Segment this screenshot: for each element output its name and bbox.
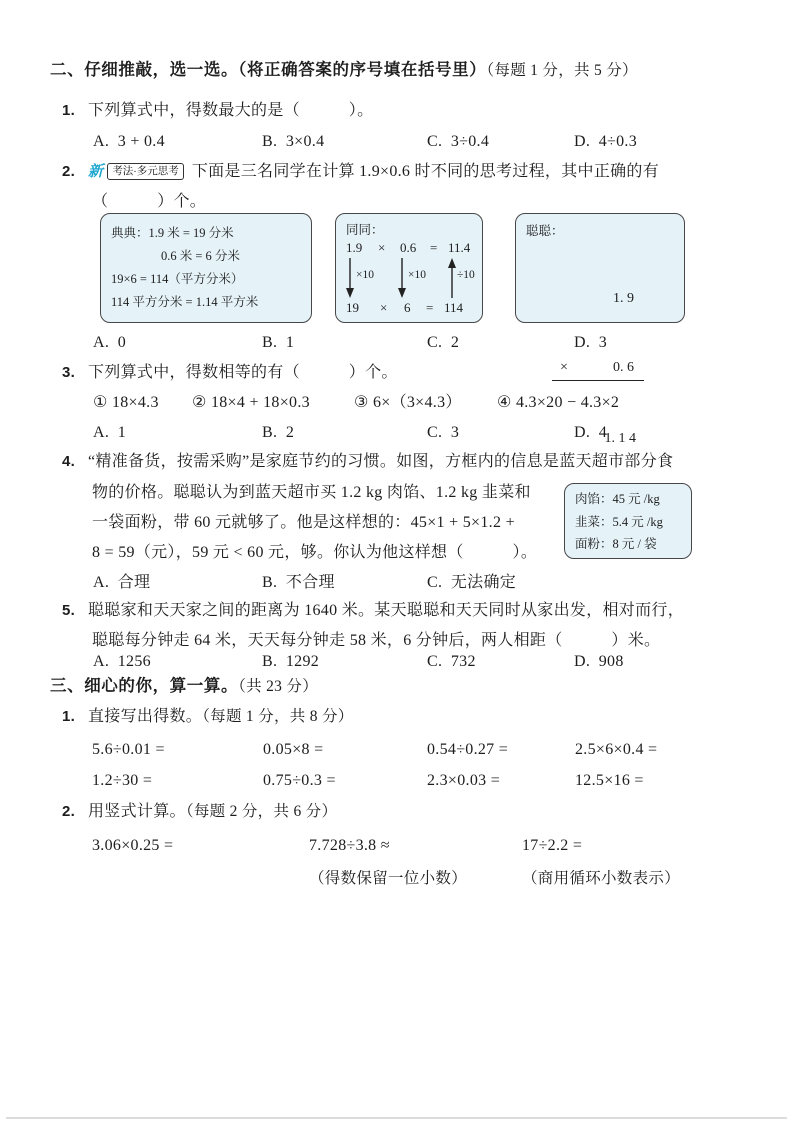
equals-sign: = xyxy=(426,300,434,315)
option-c: C. 732 xyxy=(427,653,476,670)
down-arrow-icon xyxy=(346,258,354,298)
option-d: D. 908 xyxy=(574,653,624,670)
option-a: A. 1 xyxy=(93,424,127,441)
question-5 xyxy=(62,600,684,621)
vertical-factor1: 1. 9 xyxy=(613,291,634,306)
option-d: D. 3 xyxy=(574,334,608,351)
section-heading-text: 三、细心的你，算一算。 xyxy=(50,677,239,695)
question-4-line1: “精准备货，按需采购”是家庭节约的习惯。如图，方框内的信息是蓝天超市部分食 xyxy=(88,453,674,470)
option-c: C. 3 xyxy=(427,424,460,441)
section-calc-heading xyxy=(50,676,318,697)
question-5-line1: 聪聪家和天天家之间的距离为 1640 米。某天聪聪和天天同时从家出发，相对而行， xyxy=(88,602,685,619)
calc-question-2-number: 2. xyxy=(62,803,76,820)
question-4-number: 4. xyxy=(62,453,76,470)
rounding-note: （得数保留一位小数） xyxy=(309,870,468,887)
equals-sign: = xyxy=(430,240,438,255)
question-2-text-line2: （ ）个。 xyxy=(92,193,207,210)
calc-expression: 1.2÷30 = xyxy=(92,772,153,789)
empty-cell xyxy=(92,868,309,889)
question-1-number: 1. xyxy=(62,102,76,119)
exam-method-badge: 考法·多元思考 xyxy=(107,163,184,180)
question-2-number: 2. xyxy=(62,163,76,180)
diandian-line-2: 0.6 米 = 6 分米 xyxy=(161,249,240,263)
option-b: B. 2 xyxy=(262,424,295,441)
expression-4: ④ 4.3×20 − 4.3×2 xyxy=(497,394,620,411)
question-3-number: 3. xyxy=(62,364,76,381)
calc-problem-3: 17÷2.2 = xyxy=(522,837,583,854)
calc-problem-1: 3.06×0.25 = xyxy=(92,837,174,854)
tongtong-top-factor1: 1.9 xyxy=(346,240,363,255)
section-choice-heading xyxy=(50,60,638,81)
question-2 xyxy=(62,161,659,182)
tongtong-bottom-product: 114 xyxy=(444,300,464,315)
option-a: A. 3 + 0.4 xyxy=(93,133,165,150)
calc-expression: 12.5×16 = xyxy=(575,772,644,789)
vertical-calc-notes xyxy=(92,868,680,889)
option-c: C. 无法确定 xyxy=(427,574,517,591)
price-line-chive: 韭菜：5.4 元 /kg xyxy=(575,514,663,529)
option-c: C. 2 xyxy=(427,334,460,351)
calc-problem-2: 7.728÷3.8 ≈ xyxy=(309,837,390,854)
option-a: A. 1256 xyxy=(93,653,151,670)
repeating-decimal-note: （商用循环小数表示） xyxy=(522,870,681,887)
question-3-text: 下列算式中，得数相等的有（ ）个。 xyxy=(88,364,398,381)
expression-3: ③ 6×（3×4.3） xyxy=(354,394,462,411)
tongtong-bottom-factor1: 19 xyxy=(346,300,359,315)
price-line-flour: 面粉：8 元 / 袋 xyxy=(575,537,657,551)
tongtong-top-factor2: 0.6 xyxy=(400,240,417,255)
calc-question-2 xyxy=(62,801,337,822)
option-b: B. 1 xyxy=(262,334,295,351)
times-ten-label: ×10 xyxy=(408,269,426,281)
question-4-line2: 物的价格。聪聪认为到蓝天超市买 1.2 kg 肉馅、1.2 kg 韭菜和 xyxy=(92,484,531,501)
option-b: B. 不合理 xyxy=(262,574,335,591)
think-box-diandian xyxy=(100,213,312,323)
calc-question-1 xyxy=(62,706,354,727)
expression-1: ① 18×4.3 xyxy=(93,394,159,411)
think-box-tongtong xyxy=(335,213,483,323)
diandian-line-1: 典典：1.9 米 = 19 分米 xyxy=(111,226,234,240)
calc-expression: 0.54÷0.27 = xyxy=(427,741,509,758)
vertical-calc-problems xyxy=(92,835,582,856)
diandian-line-4: 114 平方分米 = 1.14 平方米 xyxy=(111,295,259,309)
question-5-line2: 聪聪每分钟走 64 米，天天每分钟走 58 米，6 分钟后，两人相距（ ）米。 xyxy=(92,632,661,649)
vertical-factor2-row xyxy=(552,356,644,381)
option-d: D. 4÷0.3 xyxy=(574,133,638,150)
expression-2: ② 18×4 + 18×0.3 xyxy=(192,394,310,411)
times-ten-label: ×10 xyxy=(356,269,374,281)
question-5-options xyxy=(93,651,624,672)
option-a: A. 合理 xyxy=(93,574,151,591)
option-c: C. 3÷0.4 xyxy=(427,133,490,150)
calc-expression: 5.6÷0.01 = xyxy=(92,741,165,758)
option-b: B. 1292 xyxy=(262,653,320,670)
calc-question-1-number: 1. xyxy=(62,708,76,725)
option-d: D. 4 xyxy=(574,424,608,441)
question-3 xyxy=(62,362,398,383)
tongtong-top-product: 11.4 xyxy=(448,240,471,255)
new-badge: 新 xyxy=(88,163,104,180)
vertical-product: 1. 1 4 xyxy=(604,431,636,446)
tongtong-bottom-factor2: 6 xyxy=(404,300,411,315)
question-2-options xyxy=(93,332,607,353)
down-arrow-icon xyxy=(398,258,406,298)
question-4-line3: 一袋面粉，带 60 元就够了。他是这样想的：45×1 + 5×1.2 + xyxy=(92,514,515,531)
vertical-factor2: 0. 6 xyxy=(613,360,634,375)
question-1 xyxy=(62,100,373,121)
mental-calc-row-1 xyxy=(92,739,657,760)
mental-calc-row-2 xyxy=(92,770,644,791)
option-b: B. 3×0.4 xyxy=(262,133,325,150)
question-1-options xyxy=(93,131,637,152)
question-5-number: 5. xyxy=(62,602,76,619)
calc-expression: 0.75÷0.3 = xyxy=(263,772,336,789)
question-1-text: 下列算式中，得数最大的是（ ）。 xyxy=(88,102,374,119)
price-line-meat: 肉馅：45 元 /kg xyxy=(575,492,660,506)
congcong-title: 聪聪： xyxy=(526,224,564,238)
question-4-line4: 8 = 59（元），59 元 < 60 元，够。你认为他这样想（ ）。 xyxy=(92,544,538,561)
up-arrow-icon xyxy=(448,258,456,298)
section-heading-text: 二、仔细推敲，选一选。（将正确答案的序号填在括号里） xyxy=(50,61,487,79)
option-a: A. 0 xyxy=(93,334,127,351)
question-2-text-line1: 下面是三名同学在计算 1.9×0.6 时不同的思考过程，其中正确的有 xyxy=(191,163,660,180)
calc-question-2-note: （每题 2 分，共 6 分） xyxy=(185,803,338,820)
calc-expression: 0.05×8 = xyxy=(263,741,324,758)
calc-expression: 2.5×6×0.4 = xyxy=(575,741,658,758)
multiply-sign: × xyxy=(378,240,386,255)
price-box xyxy=(564,483,692,559)
question-3-options xyxy=(93,422,607,443)
calc-expression: 2.3×0.03 = xyxy=(427,772,501,789)
section-heading-score-note: （共 23 分） xyxy=(238,678,319,695)
question-3-expressions xyxy=(93,392,619,413)
diandian-line-3: 19×6 = 114（平方分米） xyxy=(111,272,244,286)
calc-question-2-text: 用竖式计算。 xyxy=(88,803,186,820)
multiply-sign: × xyxy=(380,300,388,315)
section-heading-score-note: （每题 1 分，共 5 分） xyxy=(486,62,638,79)
calc-question-1-note: （每题 1 分，共 8 分） xyxy=(202,708,354,725)
divide-ten-label: ÷10 xyxy=(457,269,475,281)
multiply-sign: × xyxy=(560,360,568,375)
question-4 xyxy=(62,451,673,472)
tongtong-title: 同同： xyxy=(346,223,384,237)
question-4-options xyxy=(93,572,574,593)
calc-question-1-text: 直接写出得数。 xyxy=(88,708,203,725)
